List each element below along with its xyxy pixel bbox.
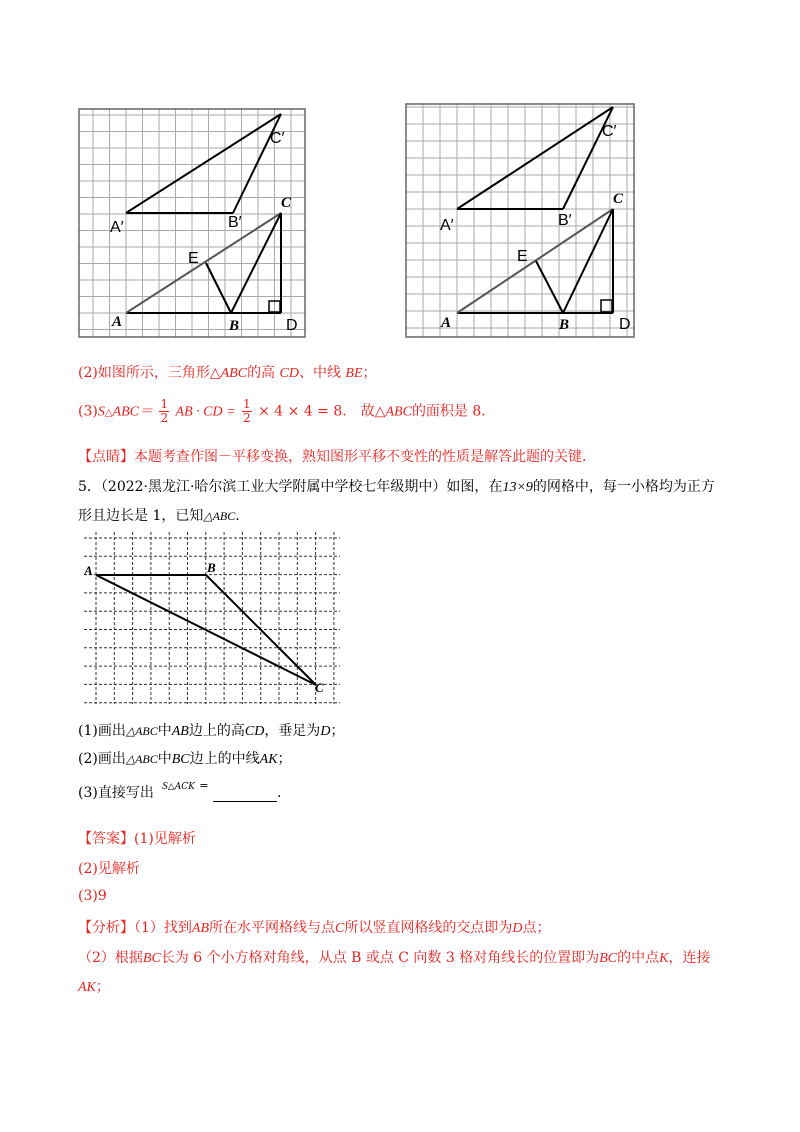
label-a: A [84, 563, 93, 578]
part-2: (2)画出△ABC中BC边上的中线AK； [78, 751, 292, 767]
answer-line-2: (2)见解析 [78, 861, 140, 877]
part-3: (3)直接写出 S△ACK = . [78, 779, 282, 801]
label-c: C [613, 191, 624, 207]
label-a: A [441, 315, 452, 331]
label-e: E [188, 250, 199, 267]
figure-1-grid [78, 108, 308, 340]
figure-3-grid [84, 532, 340, 704]
label-c1: C′ [602, 123, 617, 140]
label-c: C [281, 195, 292, 211]
label-c: C [315, 680, 324, 695]
analysis-line-3: AK； [78, 979, 110, 995]
analysis-line-2: （2）根据BC长为 6 个小方格对角线，从点 B 或点 C 向数 3 格对角线长的位置即为BC的中点K，连接 [78, 950, 711, 966]
answer-label: 【答案】 [78, 831, 134, 847]
label-a1: A′ [440, 217, 454, 234]
label-e: E [517, 248, 528, 265]
part-1: (1)画出△ABC中AB边上的高CD，垂足为D； [78, 723, 345, 739]
answer-line-3: (3)9 [78, 888, 107, 904]
figure-2-grid [405, 103, 637, 339]
label-c1: C′ [270, 130, 285, 147]
question-5-line-2: 形且边长是 1，已知△ABC. [78, 508, 240, 524]
solution-part-3: (3)S△ABC＝ $\frac{1}{2}$ AB · CD = $\frac{1}{2}$ × 4 × 4 = 8. 故△ABC的面积是 8． [78, 397, 496, 425]
label-b1: B′ [228, 214, 242, 231]
label-b: B [559, 317, 570, 333]
label-a1: A′ [110, 219, 124, 236]
label-b1: B′ [558, 212, 572, 229]
label-b: B [229, 318, 240, 334]
note-label: 【点睛】 [78, 449, 134, 465]
label-d: D [619, 316, 631, 333]
segment-ac [457, 209, 613, 313]
solution-part-2: (2)如图所示，三角形△ABC的高 CD、中线 BE； [78, 365, 377, 381]
analysis-line-1: 【分析】（1）找到AB所在水平网格线与点C所以竖直网格线的交点即为D点； [78, 920, 551, 936]
answer-line-1: 【答案】(1)见解析 [78, 831, 196, 847]
note-paragraph: 【点睛】本题考查作图－平移变换，熟知图形平移不变性的性质是解答此题的关键. [78, 449, 587, 465]
label-d: D [286, 317, 298, 334]
question-5-line-1: 5．（2022·黑龙江·哈尔滨工业大学附属中学校七年级期中）如图，在13×9的网格中，每一小格均为正方 [78, 479, 715, 495]
answer-blank [213, 787, 277, 802]
segment-be [206, 263, 231, 313]
analysis-label: 【分析】 [78, 920, 134, 936]
label-a: A [112, 314, 123, 330]
label-b: B [207, 560, 216, 575]
